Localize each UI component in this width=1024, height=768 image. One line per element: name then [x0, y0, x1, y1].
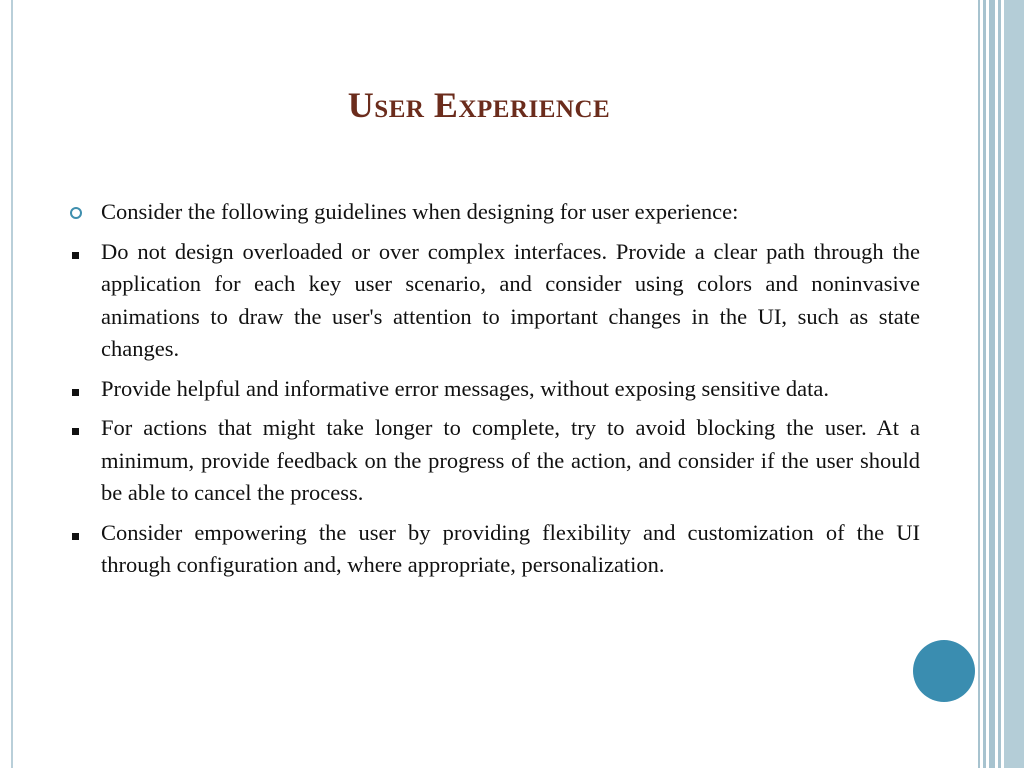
- bullet-item: [70, 517, 920, 582]
- bullet-list: [70, 196, 920, 589]
- bullet-text: For actions that might take longer to complete, try to avoid blocking the user. At a minimum, provide feedback on the progress of the action, and consider if the user should be able to cancel the process.: [101, 415, 920, 505]
- bullet-text: Consider empowering the user by providing flexibility and customization of the UI through configuration and, where appropriate, personalization.: [101, 519, 920, 577]
- right-stripe: [983, 0, 986, 768]
- bullet-item: [70, 412, 920, 510]
- right-stripe: [1004, 0, 1024, 768]
- right-stripe: [978, 0, 980, 768]
- square-bullet-icon: [70, 412, 79, 445]
- right-stripe: [998, 0, 1001, 768]
- square-bullet-icon: [70, 236, 79, 269]
- right-stripe: [989, 0, 995, 768]
- bullet-item-intro: [70, 196, 920, 229]
- filled-circle-icon: [913, 640, 975, 702]
- bullet-item: [70, 236, 920, 366]
- square-bullet-icon: [70, 373, 79, 406]
- bullet-text: Provide helpful and informative error messages, without exposing sensitive data.: [101, 375, 829, 401]
- bullet-text: Consider the following guidelines when designing for user experience:: [101, 199, 739, 224]
- square-bullet-icon: [70, 517, 79, 550]
- bullet-item: [70, 373, 920, 406]
- hollow-circle-bullet-icon: [70, 196, 82, 229]
- bullet-text: Do not design overloaded or over complex interfaces. Provide a clear path through the application for each key user scenario, and consider using colors and noninvasive animations to draw the user's attention to important changes in the UI, such as state changes.: [101, 238, 920, 361]
- slide-title: User Experience: [347, 85, 611, 125]
